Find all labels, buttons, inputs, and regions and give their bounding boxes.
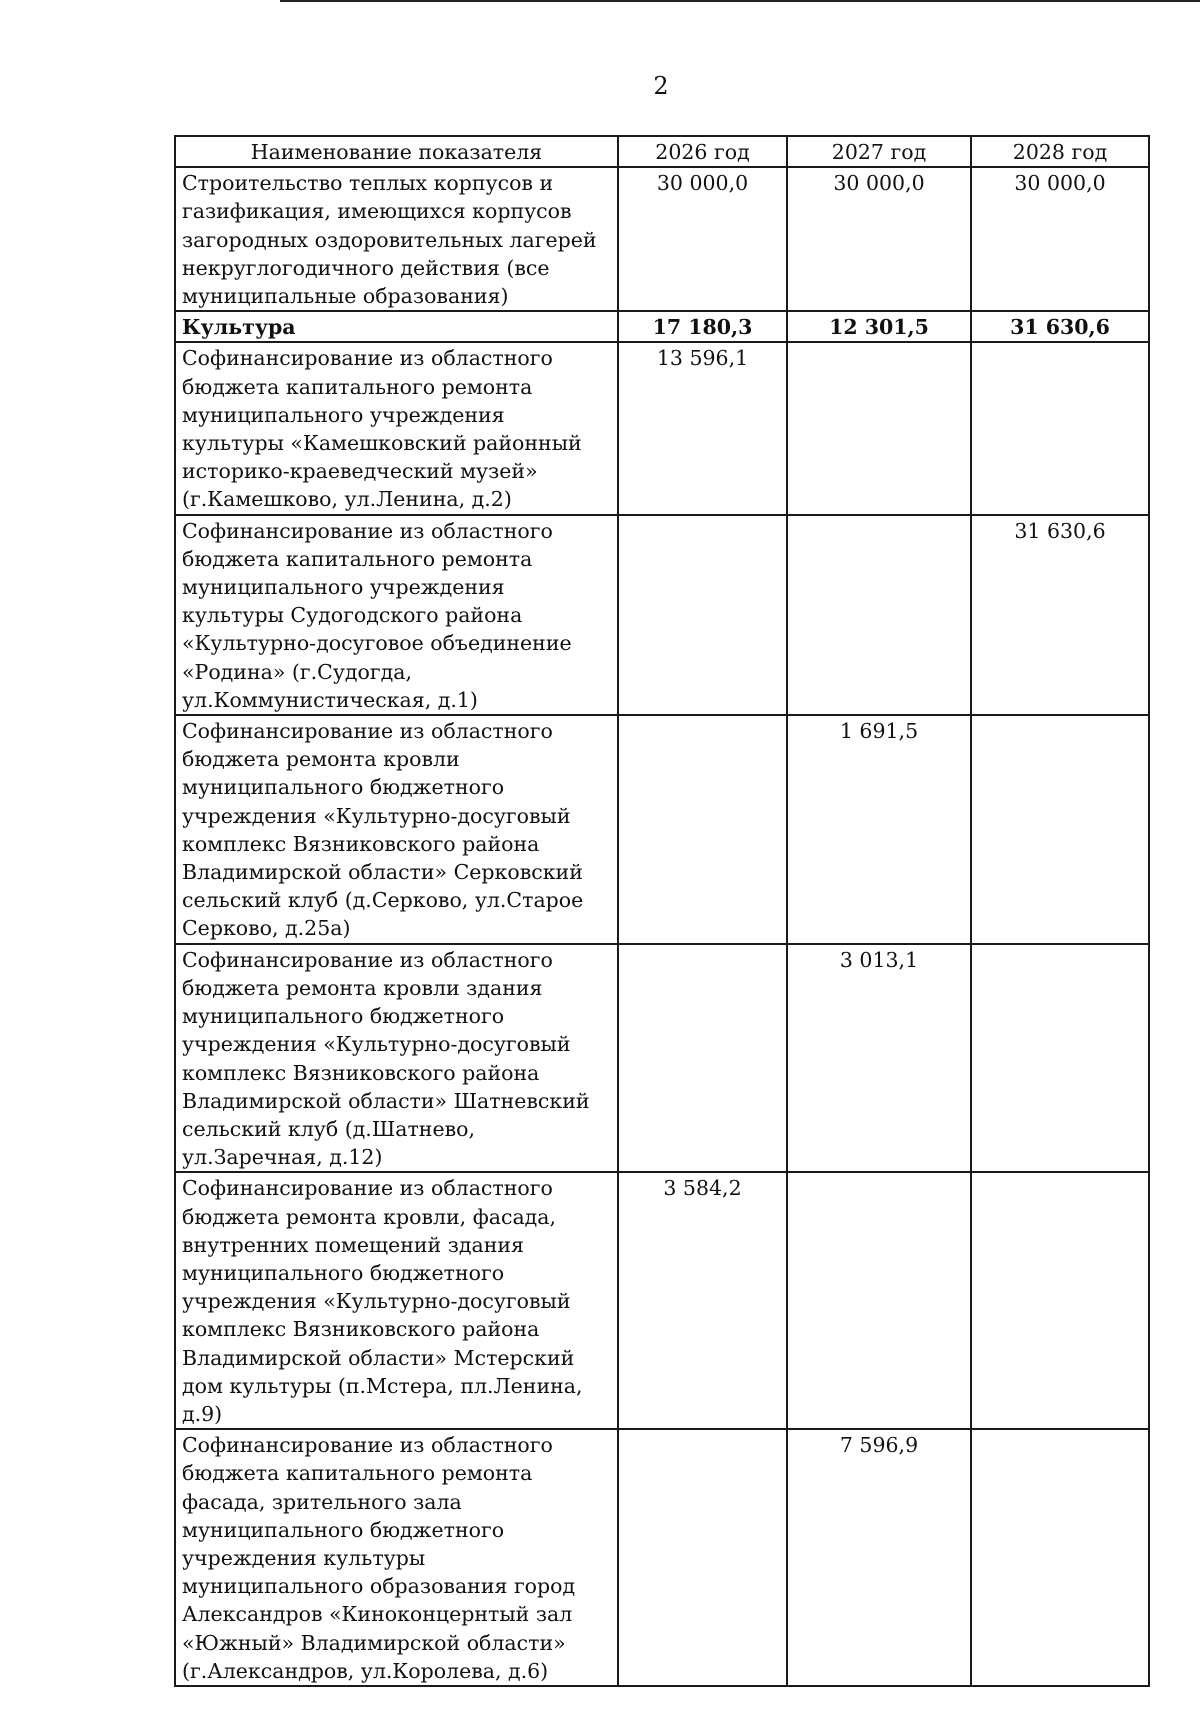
value-2028: 31 630,6 [971, 515, 1149, 715]
value-2028 [971, 342, 1149, 514]
table-row [175, 715, 1149, 944]
value-2026 [618, 1429, 787, 1686]
value-2027: 30 000,0 [787, 167, 971, 311]
table-row [175, 944, 1149, 1173]
table-row [175, 167, 1149, 311]
value-2026 [618, 715, 787, 944]
value-2027 [787, 515, 971, 715]
row-name: Софинансирование из областного бюджета капитального ремонта муниципального учреждения культуры Судогодского района «Культурно-досуговое объединение «Родина» (г.Судогда, ул.Коммунистическая, д.1) [175, 515, 618, 715]
header-year-2026: 2026 год [618, 136, 787, 167]
page-number: 2 [653, 72, 669, 100]
value-2026 [618, 515, 787, 715]
value-2027 [787, 1172, 971, 1429]
table-header-row [175, 136, 1149, 167]
section-total-2028: 31 630,6 [971, 311, 1149, 342]
value-2026: 30 000,0 [618, 167, 787, 311]
value-2027 [787, 342, 971, 514]
row-name: Софинансирование из областного бюджета ремонта кровли здания муниципального бюджетного учреждения «Культурно-досуговый комплекс Вязниковского района Владимирской области» Шатневский сельский клуб (д.Шатнево, ул.Заречная, д.12) [175, 944, 618, 1173]
value-2027: 7 596,9 [787, 1429, 971, 1686]
top-border-line [280, 0, 1200, 2]
section-total-2027: 12 301,5 [787, 311, 971, 342]
value-2026 [618, 944, 787, 1173]
header-indicator-name: Наименование показателя [175, 136, 618, 167]
value-2026: 3 584,2 [618, 1172, 787, 1429]
value-2026: 13 596,1 [618, 342, 787, 514]
row-name: Строительство теплых корпусов и газификация, имеющихся корпусов загородных оздоровительных лагерей некруглогодичного действия (все муниципальные образования) [175, 167, 618, 311]
value-2027: 3 013,1 [787, 944, 971, 1173]
table-row [175, 342, 1149, 514]
row-name: Софинансирование из областного бюджета ремонта кровли муниципального бюджетного учреждения «Культурно-досуговый комплекс Вязниковского района Владимирской области» Серковский сельский клуб (д.Серково, ул.Старое Серково, д.25а) [175, 715, 618, 944]
value-2028 [971, 1429, 1149, 1686]
budget-table [174, 135, 1150, 1687]
table-row [175, 1429, 1149, 1686]
section-row-culture [175, 311, 1149, 342]
table-row [175, 1172, 1149, 1429]
value-2028 [971, 1172, 1149, 1429]
value-2027: 1 691,5 [787, 715, 971, 944]
header-year-2027: 2027 год [787, 136, 971, 167]
section-total-2026: 17 180,3 [618, 311, 787, 342]
header-year-2028: 2028 год [971, 136, 1149, 167]
value-2028 [971, 944, 1149, 1173]
value-2028: 30 000,0 [971, 167, 1149, 311]
value-2028 [971, 715, 1149, 944]
table-row [175, 515, 1149, 715]
row-name: Софинансирование из областного бюджета капитального ремонта муниципального учреждения культуры «Камешковский районный историко-краеведческий музей» (г.Камешково, ул.Ленина, д.2) [175, 342, 618, 514]
row-name: Софинансирование из областного бюджета ремонта кровли, фасада, внутренних помещений здания муниципального бюджетного учреждения «Культурно-досуговый комплекс Вязниковского района Владимирской области» Мстерский дом культуры (п.Мстера, пл.Ленина, д.9) [175, 1172, 618, 1429]
row-name: Софинансирование из областного бюджета капитального ремонта фасада, зрительного зала муниципального бюджетного учреждения культуры муниципального образования город Александров «Киноконцернтый зал «Южный» Владимирской области» (г.Александров, ул.Королева, д.6) [175, 1429, 618, 1686]
section-name: Культура [175, 311, 618, 342]
